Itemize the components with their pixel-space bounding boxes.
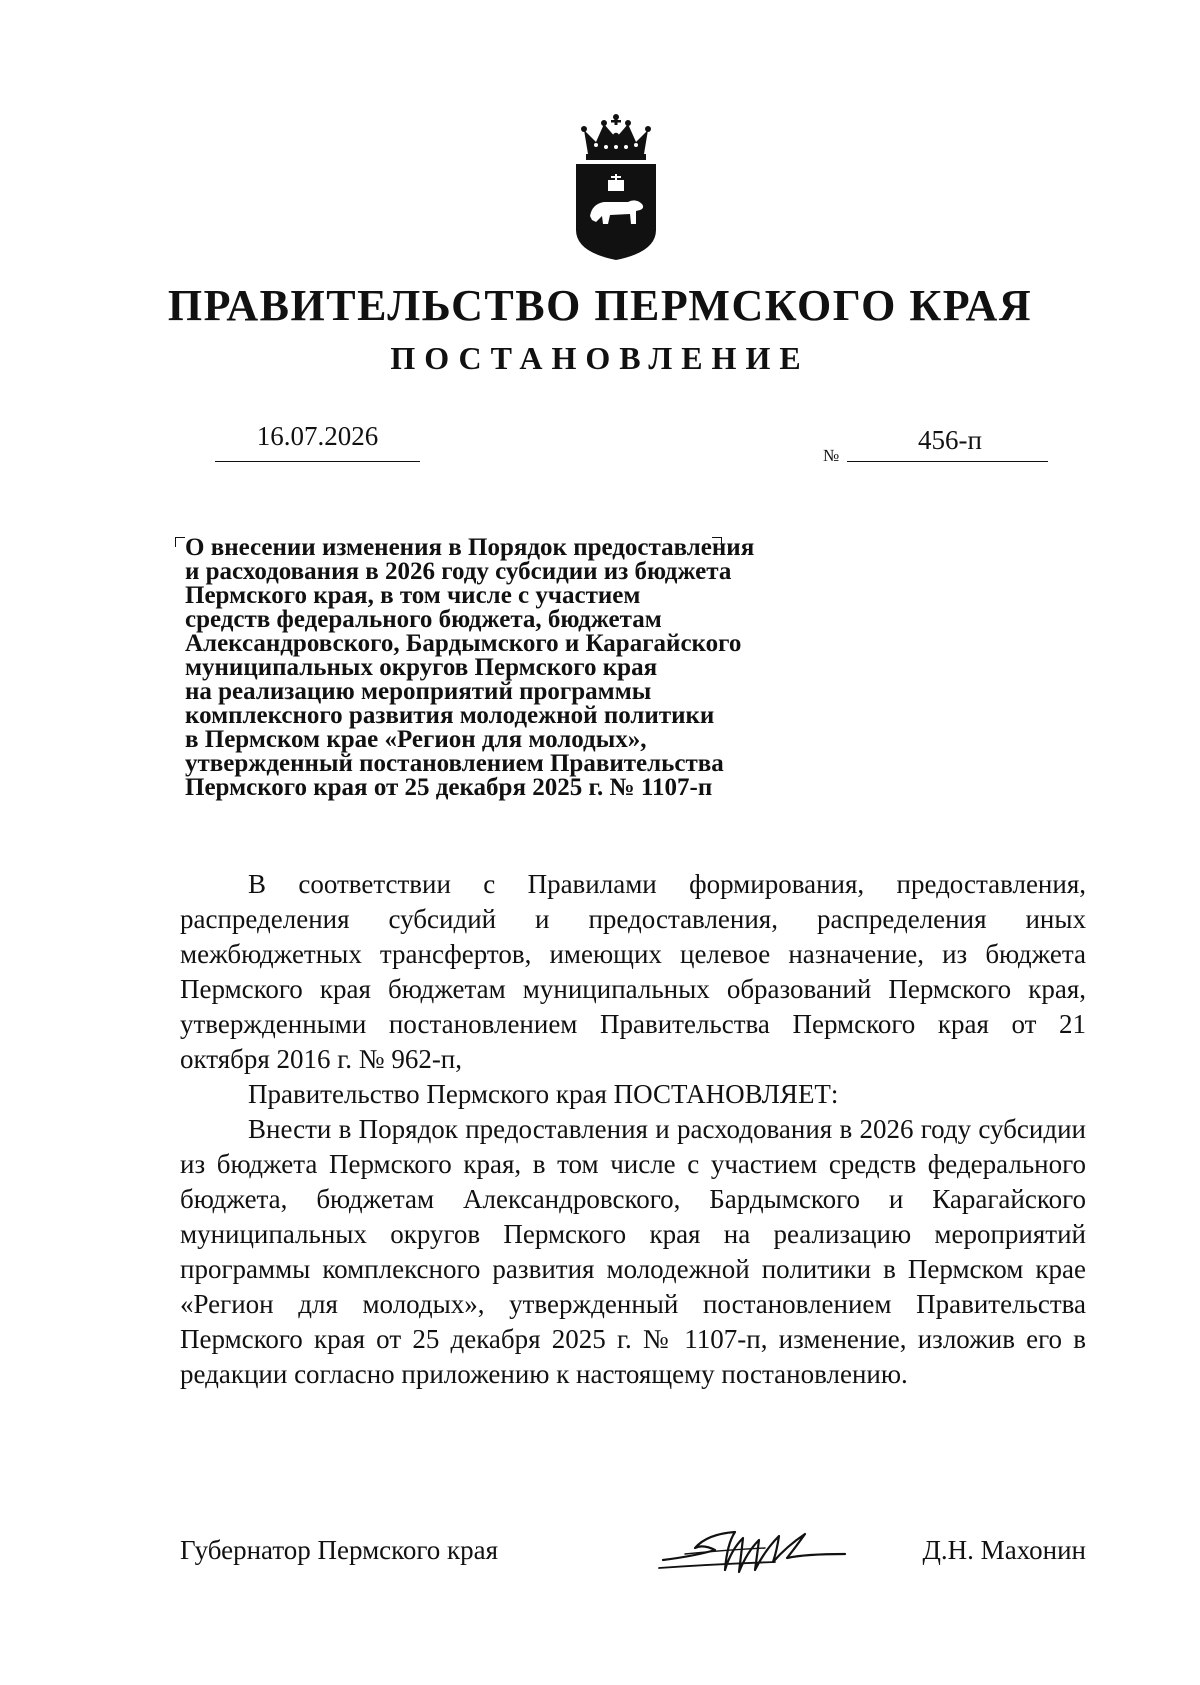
title-line: утвержденный постановлением Правительства (185, 750, 724, 777)
number-underline (847, 461, 1048, 462)
document-body (180, 867, 1086, 1392)
title-line: комплексного развития молодежной политики (185, 702, 715, 729)
title-line: на реализацию мероприятий программы (185, 678, 652, 705)
signatory-position: Губернатор Пермского края (180, 1535, 499, 1565)
title-line: в Пермском крае «Регион для молодых», (185, 726, 647, 753)
document-number: 456-п (918, 425, 982, 455)
document-type: ПОСТАНОВЛЕНИЕ (390, 340, 810, 376)
number-prefix: № (823, 446, 840, 465)
signatory-name: Д.Н. Махонин (922, 1535, 1086, 1565)
body-paragraph-legal-basis: В соответствии с Правилами формирования, предоставления, распределения субсидий и предоставления, распределения иных межбюджетных трансфертов, имеющих целевое назначение, из бюджета Пермского края бюджетам муниципальных образований Пермского края, утвержденными постановлением Правительства Пермского края от 21 октября 2016 г. № 962-п, (180, 869, 1086, 1074)
title-line: Пермского края, в том числе с участием (185, 582, 641, 609)
body-paragraph-amendment: Внести в Порядок предоставления и расходования в 2026 году субсидии из бюджета Пермского края, в том числе с участием средств федерального бюджета, бюджетам Александровского, Бардымского и Карагайского муниципальных округов Пермского края на реализацию мероприятий программы комплексного развития молодежной политики в Пермском крае «Регион для молодых», утвержденный постановлением Правительства Пермского края от 25 декабря 2025 г. № 1107-п, изменение, изложив его в редакции согласно приложению к настоящему постановлению. (180, 1114, 1086, 1389)
title-left-corner-mark (175, 537, 185, 547)
title-line: Пермского края от 25 декабря 2025 г. № 1107-п (185, 774, 713, 801)
document-date: 16.07.2026 (256, 421, 379, 451)
handwritten-signature-icon (655, 1520, 855, 1580)
title-line: Александровского, Бардымского и Карагайского (185, 630, 742, 657)
title-line: О внесении изменения в Порядок предоставления (185, 534, 755, 561)
perm-krai-coat-of-arms-icon (570, 112, 662, 262)
title-line: муниципальных округов Пермского края (185, 654, 658, 681)
body-paragraph-resolution: Правительство Пермского края ПОСТАНОВЛЯЕТ: (248, 1079, 839, 1109)
government-name: ПРАВИТЕЛЬСТВО ПЕРМСКОГО КРАЯ (167, 281, 1033, 330)
date-underline (215, 461, 420, 462)
document-title (185, 536, 885, 800)
title-line: и расходования в 2026 году субсидии из бюджета (185, 558, 732, 585)
title-line: средств федерального бюджета, бюджетам (185, 606, 662, 633)
